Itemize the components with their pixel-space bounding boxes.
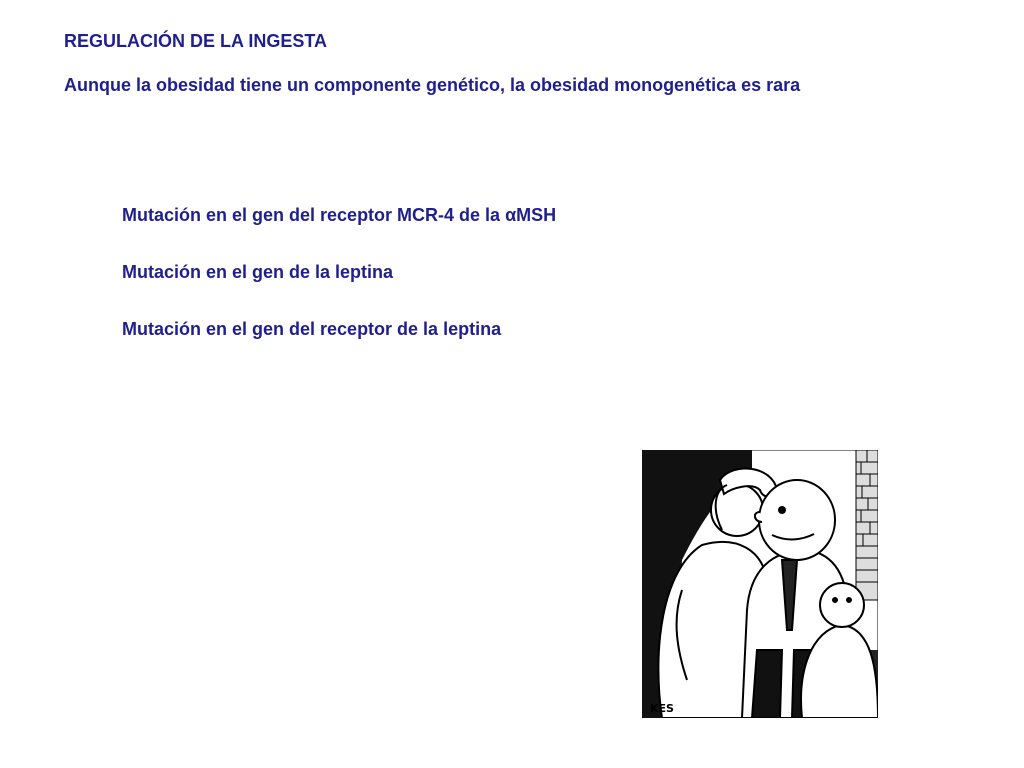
list-item-mc4r: Mutación en el gen del receptor MCR-4 de la αMSH <box>122 205 557 225</box>
mutation-list <box>122 202 556 373</box>
slide-title: REGULACIÓN DE LA INGESTA <box>64 31 328 51</box>
cartoon-signature: KES <box>650 702 674 715</box>
obese-family-cartoon-image <box>642 450 878 718</box>
list-item-leptin-gene: Mutación en el gen de la leptina <box>122 262 394 282</box>
list-item-leptin-receptor: Mutación en el gen del receptor de la leptina <box>122 319 502 339</box>
intro-text: Aunque la obesidad tiene un componente genético, la obesidad monogenética es rara <box>64 75 801 95</box>
